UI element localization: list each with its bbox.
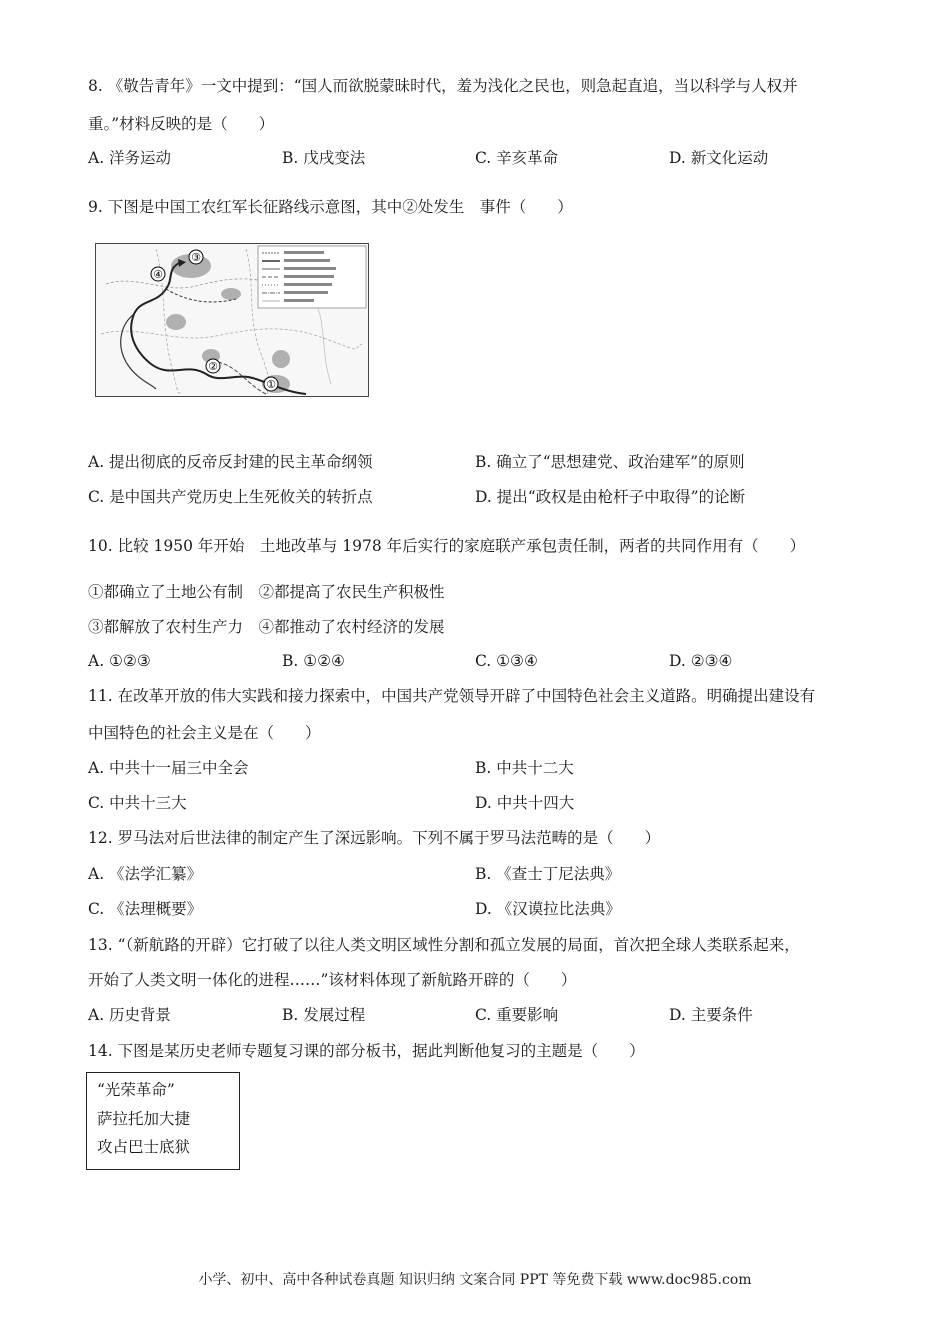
map-marker-3: ③ bbox=[191, 251, 201, 264]
q8-stem-line2: 重。”材料反映的是（ ） bbox=[88, 115, 275, 133]
q12-option-c: C. 《法理概要》 bbox=[88, 900, 203, 918]
q9-option-b: B. 确立了“思想建党、政治建军”的原则 bbox=[475, 453, 745, 471]
q8-option-a: A. 洋务运动 bbox=[88, 149, 172, 167]
q10-option-b: B. ①②④ bbox=[282, 652, 345, 670]
q13-stem-line2: 开始了人类文明一体化的进程……”该材料体现了新航路开辟的（ ） bbox=[88, 971, 577, 989]
q11-option-c: C. 中共十三大 bbox=[88, 794, 187, 812]
q11-stem-line2: 中国特色的社会主义是在（ ） bbox=[88, 724, 321, 742]
q8-option-d: D. 新文化运动 bbox=[669, 149, 769, 167]
q12-option-a: A. 《法学汇纂》 bbox=[88, 865, 203, 883]
q12-option-b: B. 《查士丁尼法典》 bbox=[475, 865, 621, 883]
board-item-1: “光荣革命” bbox=[97, 1081, 175, 1099]
long-march-map bbox=[95, 243, 369, 397]
q8-option-c: C. 辛亥革命 bbox=[475, 149, 559, 167]
q10-option-d: D. ②③④ bbox=[669, 652, 733, 670]
page-footer: 小学、初中、高中各种试卷真题 知识归纳 文案合同 PPT 等免费下载 www.doc985.com bbox=[198, 1272, 752, 1288]
q10-option-a: A. ①②③ bbox=[88, 652, 151, 670]
q11-stem-line1: 11. 在改革开放的伟大实践和接力探索中，中国共产党领导开辟了中国特色社会主义道路。明确提出建设有 bbox=[88, 687, 816, 705]
map-marker-4: ④ bbox=[153, 268, 163, 281]
q14-stem-line1: 14. 下图是某历史老师专题复习课的部分板书，据此判断他复习的主题是（ ） bbox=[88, 1042, 645, 1060]
q8-option-b: B. 戊戌变法 bbox=[282, 149, 366, 167]
q10-stem-line1: 10. 比较 1950 年开始 土地改革与 1978 年后实行的家庭联产承包责任制，两者的共同作用有（ ） bbox=[88, 537, 806, 555]
q9-option-c: C. 是中国共产党历史上生死攸关的转折点 bbox=[88, 488, 373, 506]
q13-stem-line1: 13. “（新航路的开辟）它打破了以往人类文明区域性分割和孤立发展的局面，首次把全球人类联系起来， bbox=[88, 936, 800, 954]
q13-option-d: D. 主要条件 bbox=[669, 1006, 753, 1024]
q9-option-a: A. 提出彻底的反帝反封建的民主革命纲领 bbox=[88, 453, 373, 471]
q13-option-b: B. 发展过程 bbox=[282, 1006, 366, 1024]
q10-statements-line2: ③都解放了农村生产力 ④都推动了农村经济的发展 bbox=[88, 618, 445, 636]
q13-option-a: A. 历史背景 bbox=[88, 1006, 172, 1024]
map-marker-1: ① bbox=[266, 378, 276, 391]
board-item-2: 萨拉托加大捷 bbox=[97, 1110, 191, 1128]
blackboard-notes bbox=[86, 1072, 240, 1170]
q10-option-c: C. ①③④ bbox=[475, 652, 538, 670]
q8-stem-line1: 8. 《敬告青年》一文中提到：“国人而欲脱蒙昧时代，羞为浅化之民也，则急起直追，当以科学与人权并 bbox=[88, 77, 798, 95]
long-march-map-drawing bbox=[96, 244, 368, 396]
q9-option-d: D. 提出“政权是由枪杆子中取得”的论断 bbox=[475, 488, 746, 506]
q11-option-b: B. 中共十二大 bbox=[475, 759, 574, 777]
q10-statements-line1: ①都确立了土地公有制 ②都提高了农民生产积极性 bbox=[88, 583, 445, 601]
q11-option-d: D. 中共十四大 bbox=[475, 794, 575, 812]
board-item-3: 攻占巴士底狱 bbox=[97, 1138, 191, 1156]
q9-stem-line1: 9. 下图是中国工农红军长征路线示意图，其中②处发生 事件（ ） bbox=[88, 198, 573, 216]
map-marker-2: ② bbox=[208, 360, 218, 373]
q12-stem-line1: 12. 罗马法对后世法律的制定产生了深远影响。下列不属于罗马法范畴的是（ ） bbox=[88, 829, 661, 847]
q13-option-c: C. 重要影响 bbox=[475, 1006, 559, 1024]
q11-option-a: A. 中共十一届三中全会 bbox=[88, 759, 249, 777]
q12-option-d: D. 《汉谟拉比法典》 bbox=[475, 900, 621, 918]
